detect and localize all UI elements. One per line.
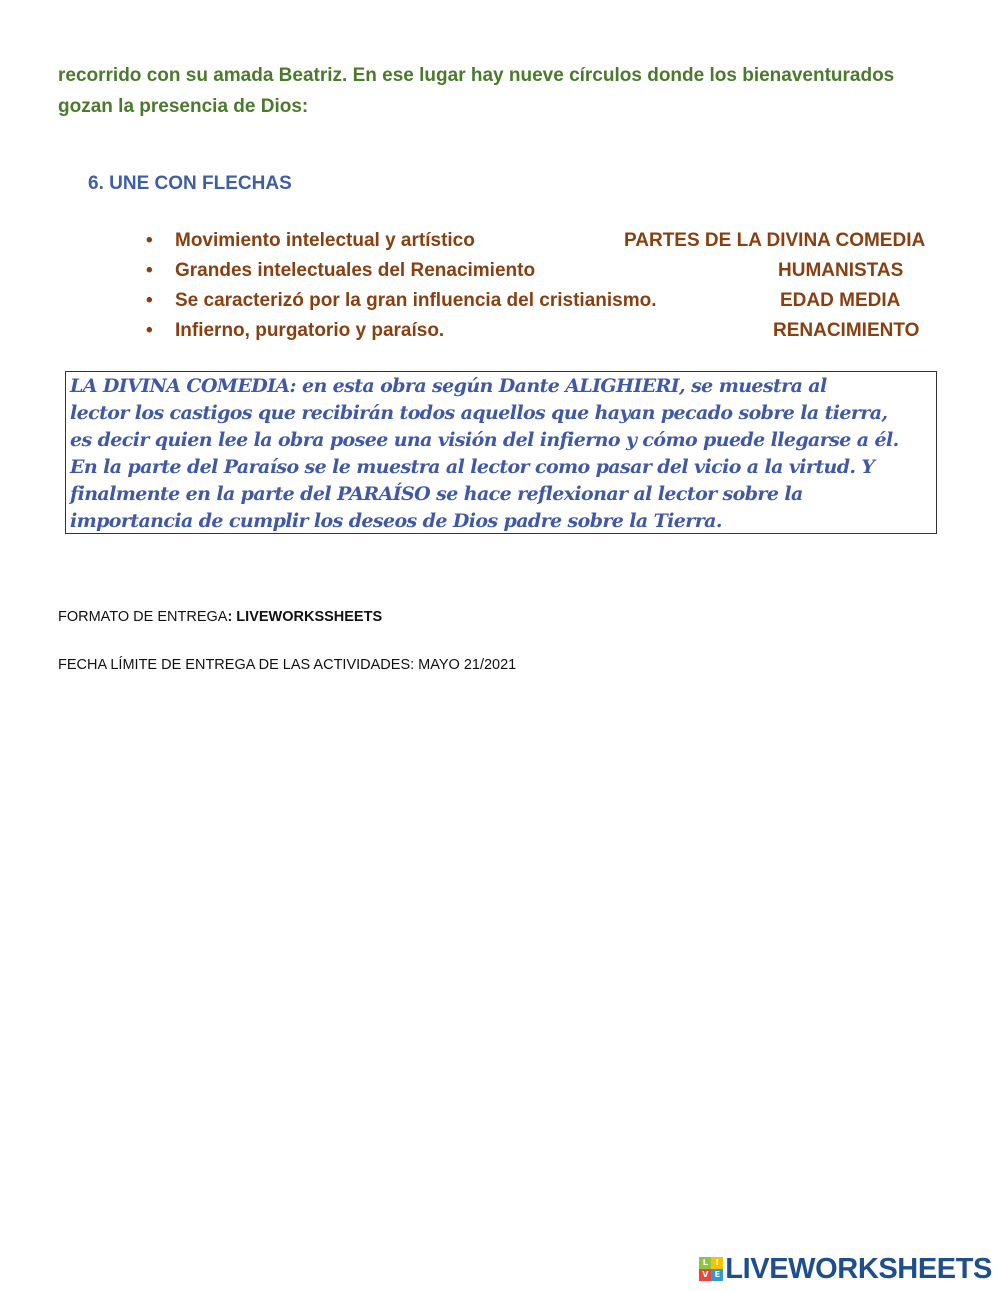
- bullet-icon: •: [146, 290, 153, 311]
- info-line: lector los castigos que recibirán todos aquellos que hayan pecado sobre la tierra,: [70, 402, 888, 424]
- delivery-deadline: FECHA LÍMITE DE ENTREGA DE LAS ACTIVIDADES: MAYO 21/2021: [58, 657, 517, 673]
- delivery-format: [58, 609, 382, 625]
- match-right-text: RENACIMIENTO: [773, 320, 920, 341]
- intro-paragraph: [58, 60, 958, 122]
- intro-line: recorrido con su amada Beatriz. En ese lugar hay nueve círculos donde los bienaventurados: [58, 65, 895, 86]
- brand-name: LIVEWORKSHEETS: [725, 1252, 992, 1285]
- info-line: LA DIVINA COMEDIA: en esta obra según Dante ALIGHIERI, se muestra al: [70, 375, 827, 397]
- match-left-text: Grandes intelectuales del Renacimiento: [175, 260, 536, 281]
- info-box: [65, 371, 937, 534]
- match-item: [146, 316, 936, 346]
- match-left-text: Se caracterizó por la gran influencia del cristianismo.: [175, 290, 657, 311]
- match-right-text: PARTES DE LA DIVINA COMEDIA: [624, 230, 926, 251]
- match-item: [146, 286, 936, 316]
- match-item: [146, 226, 936, 256]
- delivery-format-label: FORMATO DE ENTREGA: [58, 609, 228, 625]
- bullet-icon: •: [146, 230, 153, 251]
- liveworksheets-logo-icon: [699, 1257, 723, 1281]
- match-left-text: Infierno, purgatorio y paraíso.: [175, 320, 445, 341]
- match-item: [146, 256, 936, 286]
- logo-letter: L: [699, 1257, 711, 1269]
- section-title: 6. UNE CON FLECHAS: [88, 173, 292, 194]
- logo-letter: V: [699, 1269, 711, 1281]
- bullet-icon: •: [146, 260, 153, 281]
- match-left-text: Movimiento intelectual y artístico: [175, 230, 475, 251]
- info-line: es decir quien lee la obra posee una visión del infierno y cómo puede llegarse a él.: [70, 429, 899, 451]
- info-line: finalmente en la parte del PARAÍSO se hace reflexionar al lector sobre la: [70, 483, 803, 505]
- intro-line: gozan la presencia de Dios:: [58, 96, 309, 117]
- logo-letter: I: [711, 1257, 723, 1269]
- match-right-text: EDAD MEDIA: [780, 290, 901, 311]
- match-right-text: HUMANISTAS: [778, 260, 904, 281]
- info-line: importancia de cumplir los deseos de Dios padre sobre la Tierra.: [70, 510, 722, 532]
- bullet-icon: •: [146, 320, 153, 341]
- logo-letter: E: [711, 1269, 723, 1281]
- delivery-format-value: : LIVEWORKSSHEETS: [227, 609, 383, 625]
- liveworksheets-brand: [699, 1252, 992, 1286]
- info-line: En la parte del Paraíso se le muestra al lector como pasar del vicio a la virtud. Y: [70, 456, 875, 478]
